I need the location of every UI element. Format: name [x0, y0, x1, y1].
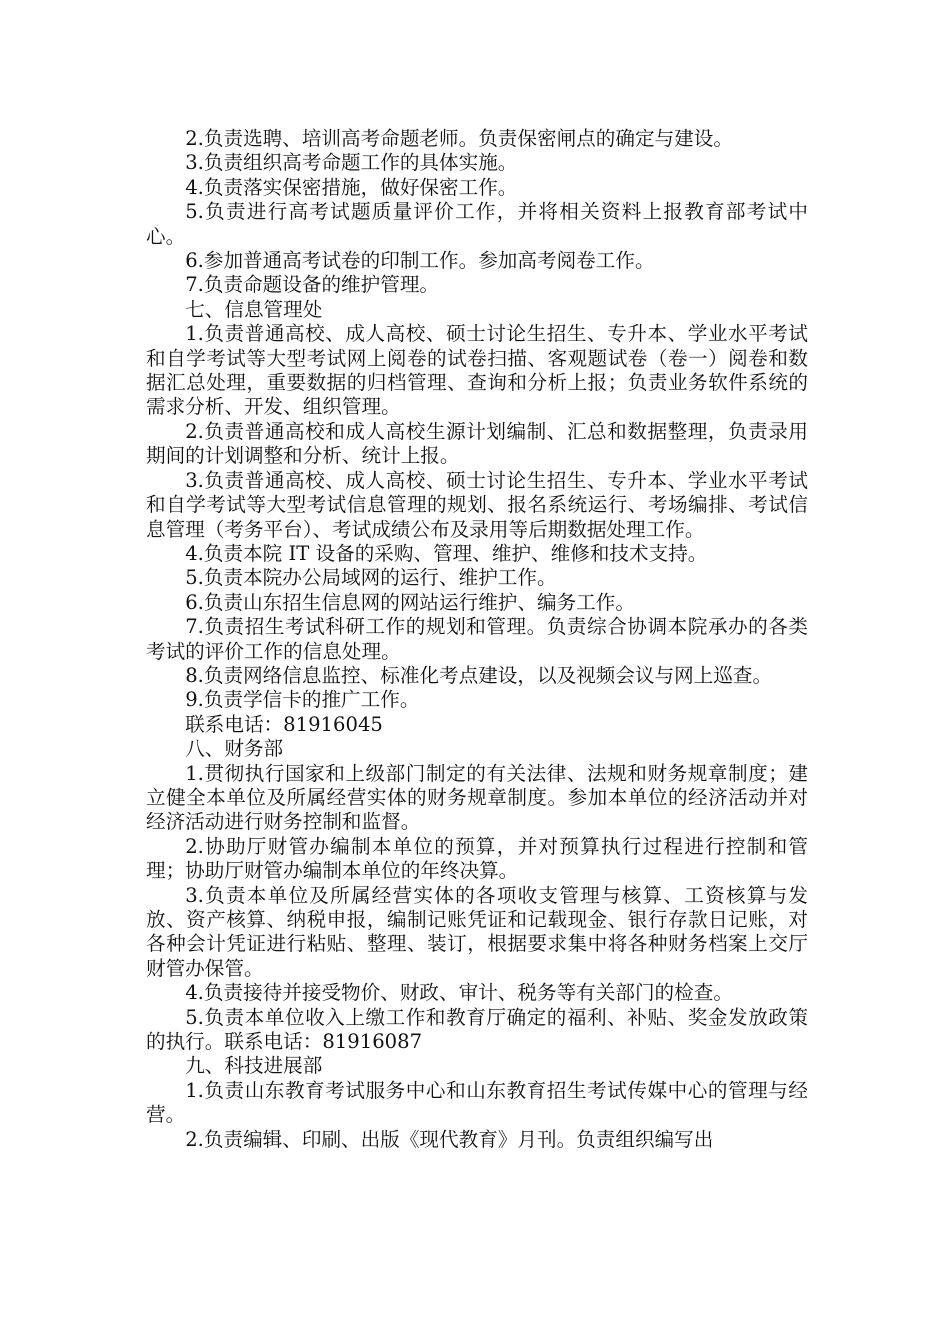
paragraph-item-2-select-teachers: 2.负责选聘、培训高考命题老师。负责保密闸点的确定与建设。: [185, 127, 733, 150]
paragraph-item-7-equipment: 7.负责命题设备的维护管理。: [185, 273, 440, 297]
paragraph-finance-item-4: 4.负责接待并接受物价、财政、审计、税务等有关部门的检查。: [185, 981, 733, 1005]
contact-phone-info: 联系电话：81916045: [185, 712, 383, 736]
paragraph-finance-item-2: 2.协助厅财管办编制本单位的预算，并对预算执行过程进行控制和管理；协助厅财管办编制本单位的年终决算。: [146, 834, 808, 883]
paragraph-tech-item-1: 1.负责山东教育考试服务中心和山东教育招生考试传媒中心的管理与经营。: [146, 1078, 808, 1127]
document-page: [146, 127, 808, 1152]
paragraph-info-item-8: 8.负责网络信息监控、标准化考点建设，以及视频会议与网上巡查。: [185, 663, 773, 687]
paragraph-info-item-9: 9.负责学信卡的推广工作。: [185, 688, 420, 712]
paragraph-info-item-5: 5.负责本院办公局域网的运行、维护工作。: [185, 566, 557, 590]
paragraph-info-item-7: 7.负责招生考试科研工作的规划和管理。负责综合协调本院承办的各类考试的评价工作的信息处理。: [146, 615, 808, 663]
paragraph-finance-item-3: 3.负责本单位及所属经营实体的各项收支管理与核算、工资核算与发放、资产核算、纳税申报，编制记账凭证和记载现金、银行存款日记账，对各种会计凭证进行粘贴、整理、装订，根据要求集中将各种财务档案上交厅财管办保管。: [146, 883, 808, 980]
section-heading-finance: 八、财务部: [185, 737, 284, 761]
paragraph-info-item-2: 2.负责普通高校和成人高校生源计划编制、汇总和数据整理，负责录用期间的计划调整和分析、统计上报。: [146, 419, 808, 468]
paragraph-info-item-1: 1.负责普通高校、成人高校、硕士讨论生招生、专升本、学业水平考试和自学考试等大型考试网上阅卷的试卷扫描、客观题试卷（卷一）阅卷和数据汇总处理，重要数据的归档管理、查询和分析上报；负责业务软件系统的需求分析、开发、组织管理。: [146, 322, 808, 419]
paragraph-info-item-6: 6.负责山东招生信息网的网站运行维护、编务工作。: [185, 590, 635, 614]
paragraph-info-item-3: 3.负责普通高校、成人高校、硕士讨论生招生、专升本、学业水平考试和自学考试等大型考试信息管理的规划、报名系统运行、考场编排、考试信息管理（考务平台）、考试成绩公布及录用等后期数据处理工作。: [146, 468, 808, 541]
paragraph-item-5-quality-evaluation: 5.负责进行高考试题质量评价工作，并将相关资料上报教育部考试中心。: [146, 200, 808, 248]
section-heading-tech-development: 九、科技进展部: [185, 1054, 323, 1078]
paragraph-item-3-organize-exam: 3.负责组织高考命题工作的具体实施。: [185, 151, 518, 175]
paragraph-item-6-printing: 6.参加普通高考试卷的印制工作。参加高考阅卷工作。: [185, 249, 655, 273]
paragraph-tech-item-2: 2.负责编辑、印刷、出版《现代教育》月刊。负责组织编写出: [185, 1127, 714, 1151]
paragraph-item-4-security: 4.负责落实保密措施，做好保密工作。: [185, 175, 518, 199]
paragraph-info-item-4: 4.负责本院 IT 设备的采购、管理、维护、维修和技术支持。: [185, 541, 708, 565]
section-heading-info-management: 七、信息管理处: [185, 297, 323, 321]
paragraph-finance-item-5: 5.负责本单位收入上缴工作和教育厅确定的福利、补贴、奖金发放政策的执行。联系电话：81916087: [146, 1005, 808, 1054]
paragraph-finance-item-1: 1.贯彻执行国家和上级部门制定的有关法律、法规和财务规章制度；建立健全本单位及所属经营实体的财务规章制度。参加本单位的经济活动并对经济活动进行财务控制和监督。: [146, 761, 808, 834]
